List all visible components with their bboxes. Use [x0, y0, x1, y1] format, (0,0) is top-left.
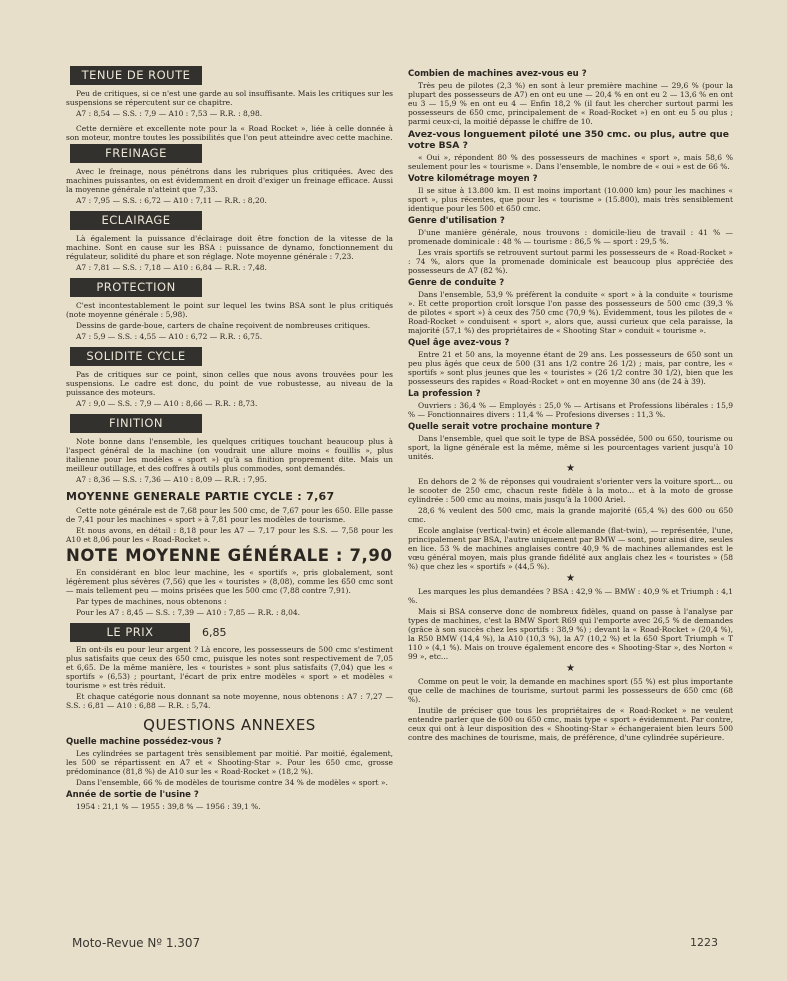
heading-questions-annexes: QUESTIONS ANNEXES [143, 716, 316, 734]
paragraph: Pas de critiques sur ce point, sinon celles que nous avons trouvées pour les suspensions. Le cadre est donc, du point de vue robustesse, au niveau de la puissance des moteurs. [66, 370, 393, 397]
paragraph: Avec le freinage, nous pénétrons dans les rubriques plus critiquées. Avec des machines puissantes, on est évidemment en droit d'exiger un freinage efficace. Aussi la moyenne générale n'atteint que 7,33. [66, 167, 393, 194]
question-heading: La profession ? [408, 389, 481, 399]
paragraph: Les cylindrées se partagent très sensiblement par moitié. Par moitié, également, les 500 se répartissent en A7 et « Shooting-Star ». Pour les 650 cmc, grosse prédominance (81,8 %) de A10 sur les « Road-Rocket » (18,2 %). [66, 749, 393, 776]
score-line: A7 : 7,81 — S.S. : 7,18 — A10 : 6,84 — R.R. : 7,48. [76, 263, 267, 272]
paragraph: Ecole anglaise (vertical-twin) et école allemande (flat-twin), — représentée, l'une, principalement par BSA, l'autre uniquement par BMW — sont, pour ainsi dire, seules en lice. 53 % de machines anglaises contre 40,9 % de machines allemandes est le vœu général moyen, mais plus grande fidélité aux anglais chez les « touristes » (58 %) que chez les « sportifs » (44,5 %). [408, 526, 733, 571]
question-heading: Quelle machine possédez-vous ? [66, 737, 222, 747]
question-heading: Genre d'utilisation ? [408, 216, 505, 226]
paragraph: Dessins de garde-boue, carters de chaîne reçoivent de nombreuses critiques. [76, 321, 371, 330]
paragraph: Note bonne dans l'ensemble, les quelques critiques touchant beaucoup plus à l'aspect général de la machine (on voudrait une allure moins « fouillis », plus italienne pour les modèles « sport ») qu'à sa finition proprement dite. Mais un meilleur outillage, et des coffres à outils plus commodes, sont demandés. [66, 437, 393, 473]
section-solidite-cycle [66, 347, 393, 408]
paragraph: Dans l'ensemble, 53,9 % préfèrent la conduite « sport » à la conduite « tourisme ». Et cette proportion croît lorsque l'on passe des possesseurs de 500 cmc (39,3 % de pilotes « sport ») à ceux des 750 cmc (70,9 %). Evidemment, tous les pilotes de « Road-Rocket » conduisent « sport », alors que, aussi curieux que cela paraisse, la majorité (57,1 %) des propriétaires de « Shooting Star » conduit « tourisme ». [408, 290, 733, 335]
question-heading: Quelle serait votre prochaine monture ? [408, 422, 600, 432]
heading-le-prix: LE PRIX [70, 623, 190, 642]
section-tenue-de-route [66, 66, 393, 142]
paragraph: Peu de critiques, si ce n'est une garde au sol insuffisante. Mais les critiques sur les suspensions se répercutent sur ce chapitre. [66, 89, 393, 107]
heading-protection: PROTECTION [70, 278, 202, 297]
score-line: A7 : 5,9 — S.S. : 4,55 — A10 : 6,72 — R.R. : 6,75. [76, 332, 263, 341]
heading-moyenne-partie-cycle: MOYENNE GENERALE PARTIE CYCLE : 7,67 [66, 490, 335, 503]
star-separator: ★ [566, 463, 575, 474]
score-line: A7 : 9,0 — S.S. : 7,9 — A10 : 8,66 — R.R. : 8,73. [76, 399, 258, 408]
score-line: A7 : 8,54 — S.S. : 7,9 — A10 : 7,53 — R.R. : 8,98. [76, 109, 263, 118]
paragraph: Par types de machines, nous obtenons : [76, 597, 227, 606]
paragraph: En considérant en bloc leur machine, les « sportifs », pris globalement, sont légèrement plus sévères (7,56) que les « touristes » (8,08), comme les 650 cmc sont — mais tellement peu — moins prisées que les 500 cmc (7,88 contre 7,91). [66, 568, 393, 595]
paragraph: Les marques les plus demandées ? BSA : 42,9 % — BMW : 40,9 % et Triumph : 4,1 %. [408, 587, 733, 605]
paragraph: Ouvriers : 36,4 % — Employés : 25,0 % — Artisans et Professions libérales : 15,9 % — Fonctionnaires divers : 11,4 % — Profesions diverses : 11,3 %. [408, 401, 733, 419]
star-separator: ★ [566, 573, 575, 584]
heading-tenue-de-route: TENUE DE ROUTE [70, 66, 202, 85]
paragraph: Cette dernière et excellente note pour la « Road Rocket », liée à celle donnée à son moteur, montre toutes les possibilités que l'on peut atteindre avec cette machine. [66, 124, 393, 142]
heading-solidite-cycle: SOLIDITE CYCLE [70, 347, 202, 366]
paragraph: Très peu de pilotes (2,3 %) en sont à leur première machine — 29,6 % (pour la plupart des possesseurs de A7) en ont eu une — 20,4 % en ont eu 2 — 13,6 % en ont eu 3 — 15,9 % en ont eu 4 — Enfin 18,2 % (il faut les chercher surtout parmi les possesseurs de 650 cmc, principalement de « Road-Rocket ») en ont eu 5 ou plus ; parmi ceux-ci, la moitié dépasse le chiffre de 10. [408, 81, 733, 126]
question-heading: Quel âge avez-vous ? [408, 338, 510, 348]
section-moyenne-partie-cycle [66, 490, 393, 544]
paragraph: Et nous avons, en détail : 8,18 pour les A7 — 7,17 pour les S.S. — 7,58 pour les A10 et 8,06 pour les « Road-Rocket ». [66, 526, 393, 544]
question-heading: Votre kilométrage moyen ? [408, 174, 538, 184]
heading-eclairage: ECLAIRAGE [70, 211, 202, 230]
section-finition [66, 414, 393, 484]
paragraph: Entre 21 et 50 ans, la moyenne étant de 29 ans. Les possesseurs de 650 sont un peu plus âgés que ceux de 500 (31 ans 1/2 contre 26 1/2) ; mais, par contre, les « sportifs » sont plus jeunes que les « touristes » (26 1/2 contre 30 1/2), bien que les possesseurs des rapides « Road-Rocket » ont en moyenne 30 ans (de 24 à 39). [408, 350, 733, 386]
question-heading: Année de sortie de l'usine ? [66, 790, 199, 800]
paragraph: Inutile de préciser que tous les propriétaires de « Road-Rocket » ne veulent entendre parler que de 600 ou 650 cmc, mais type « sport » évidemment. Par contre, ceux qui ont à leur disposition des « Shooting-Star » échangeraient bien leurs 500 contre des machines de tourisme, mais, de préférence, d'une cylindrée supérieure. [408, 706, 733, 742]
magazine-issue: Moto-Revue Nº 1.307 [72, 936, 201, 950]
heading-freinage: FREINAGE [70, 144, 202, 163]
paragraph: Là également la puissance d'éclairage doit être fonction de la vitesse de la machine. Sont en cause sur les BSA : puissance de dynamo, fonctionnement du régulateur, solidité du phare et son réglage. Note moyenne générale : 7,23. [66, 234, 393, 261]
question-heading: Avez-vous longuement piloté une 350 cmc. ou plus, autre que votre BSA ? [408, 129, 729, 151]
prix-note: 6,85 [202, 626, 227, 639]
section-le-prix [66, 623, 393, 710]
paragraph: Cette note générale est de 7,68 pour les 500 cmc, de 7,67 pour les 650. Elle passe de 7,41 pour les machines « sport » à 7,81 pour les modèles de tourisme. [66, 506, 393, 524]
paragraph: En dehors de 2 % de réponses qui voudraient s'orienter vers la voiture sport... ou le scooter de 250 cmc, chacun reste fidèle à la moto... et à la moto de grosse cylindrée : 500 cmc au moins, mais jusqu'à la 1000 Ariel. [408, 477, 733, 504]
paragraph: Mais si BSA conserve donc de nombreux fidèles, quand on passe à l'analyse par types de machines, c'est la BMW Sport R69 qui l'emporte avec 26,5 % de demandes (grâce à son succès chez les sportifs : 38,9 %) ; devant la « Road-Rocket » (20,4 %), la R50 BMW (14,4 %), la A10 (10,3 %), la A7 (10,2 %) et la 650 Sport Triumph « T 110 » (4,1 %). Mais on trouve également encore des « Shooting-Star », des Norton « 99 », etc... [408, 607, 733, 661]
heading-note-moyenne-generale: NOTE MOYENNE GÉNÉRALE : 7,90 [66, 546, 393, 565]
paragraph: Les vrais sportifs se retrouvent surtout parmi les possesseurs de « Road-Rocket » : 74 %, alors que la promenade dominicale est beaucoup plus appréciée des possesseurs de A7 (82 %). [408, 248, 733, 275]
star-separator: ★ [566, 663, 575, 674]
section-eclairage [66, 211, 393, 272]
left-column [66, 66, 393, 813]
score-line: A7 : 7,95 — S.S. : 6,72 — A10 : 7,11 — R.R. : 8,20. [76, 196, 267, 205]
score-line: Pour les A7 : 8,45 — S.S. : 7,39 — A10 : 7,85 — R.R. : 8,04. [76, 608, 301, 617]
question-heading: Genre de conduite ? [408, 278, 505, 288]
paragraph: Dans l'ensemble, quel que soit le type de BSA possédée, 500 ou 650, tourisme ou sport, la ligne générale est la même, même si les pourcentages varient jusqu'à 10 unités. [408, 434, 733, 461]
section-protection [66, 278, 393, 341]
paragraph: Et chaque catégorie nous donnant sa note moyenne, nous obtenons : A7 : 7,27 — S.S. : 6,81 — A10 : 6,88 — R.R. : 5,74. [66, 692, 393, 710]
heading-finition: FINITION [70, 414, 202, 433]
paragraph: 28,6 % veulent des 500 cmc, mais la grande majorité (65,4 %) des 600 ou 650 cmc. [408, 506, 733, 524]
paragraph: Dans l'ensemble, 66 % de modèles de tourisme contre 34 % de modèles « sport ». [76, 778, 388, 787]
section-note-moyenne-generale [66, 546, 393, 617]
paragraph: 1954 : 21,1 % — 1955 : 39,8 % — 1956 : 39,1 %. [76, 802, 261, 811]
paragraph: « Oui », répondent 80 % des possesseurs de machines « sport », mais 58,6 % seulement pour les « tourisme ». Dans l'ensemble, le nombre de « oui » est de 66 %. [408, 153, 733, 171]
question-heading: Combien de machines avez-vous eu ? [408, 69, 587, 79]
paragraph: D'une manière générale, nous trouvons : domicile-lieu de travail : 41 % — promenade dominicale : 48 % — tourisme : 86,5 % — sport : 29,5 %. [408, 228, 733, 246]
score-line: A7 : 8,36 — S.S. : 7,36 — A10 : 8,09 — R.R. : 7,95. [76, 475, 267, 484]
section-freinage [66, 144, 393, 205]
paragraph: Il se situe à 13.800 km. Il est moins important (10.000 km) pour les machines « sport », plus récentes, que pour les « tourisme » (15.800), mais très sensiblement identique pour les 500 et 650 cmc. [408, 186, 733, 213]
paragraph: En ont-ils eu pour leur argent ? Là encore, les possesseurs de 500 cmc s'estiment plus satisfaits que ceux des 650 cmc, puisque les notes sont respectivement de 7,05 et 6,65. De la même manière, les « touristes » sont plus satisfaits (7,04) que les « sportifs » (6,53) ; pourtant, l'écart de prix entre modèles « sport » et modèles « tourisme » est très réduit. [66, 645, 393, 690]
page-number: 1223 [690, 936, 718, 949]
right-column [408, 66, 733, 744]
section-questions-annexes [66, 716, 393, 811]
paragraph: Comme on peut le voir, la demande en machines sport (55 %) est plus importante que celle de machines de tourisme, surtout parmi les possesseurs de 650 cmc (68 %). [408, 677, 733, 704]
prix-heading-row [70, 623, 393, 642]
paragraph: C'est incontestablement le point sur lequel les twins BSA sont le plus critiqués (note moyenne générale : 5,98). [66, 301, 393, 319]
